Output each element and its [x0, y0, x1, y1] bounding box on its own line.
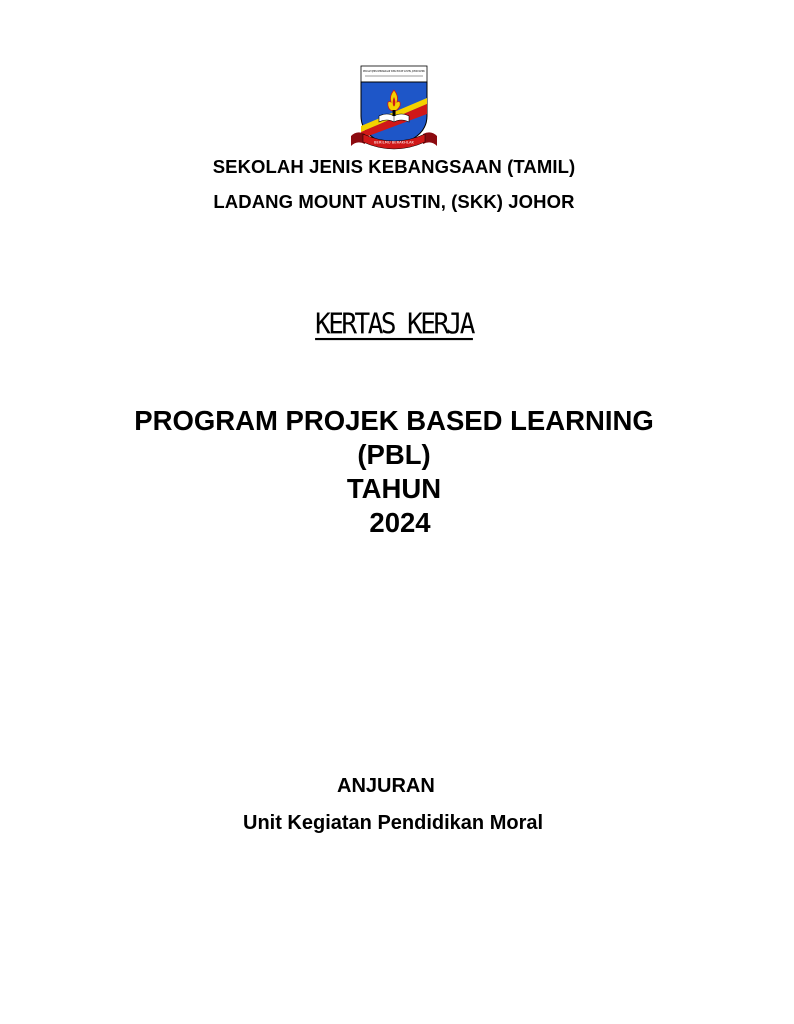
logo-banner-text: SEKOLAH JENIS KEBANGSAAN TAMIL MOUNT AUSTIN, JOHOR BAHRU [363, 70, 452, 73]
program-year: 2024 [369, 507, 431, 538]
organizer-unit: Unit Kegiatan Pendidikan Moral [243, 812, 544, 834]
program-title-line1: PROGRAM PROJEK BASED LEARNING [134, 405, 654, 436]
document-heading: KERTAS KERJA [315, 308, 473, 342]
school-crest-icon [349, 64, 452, 150]
organizer-label: ANJURAN [337, 775, 435, 797]
school-name-line1: SEKOLAH JENIS KEBANGSAAN (TAMIL) [212, 156, 576, 177]
program-title-line3: TAHUN [346, 473, 442, 504]
program-title-line2: (PBL) [357, 439, 431, 470]
logo-motto-text: BERILMU BERAKHLAK [374, 140, 416, 145]
school-name-line2: LADANG MOUNT AUSTIN, (SKK) JOHOR [213, 191, 575, 212]
